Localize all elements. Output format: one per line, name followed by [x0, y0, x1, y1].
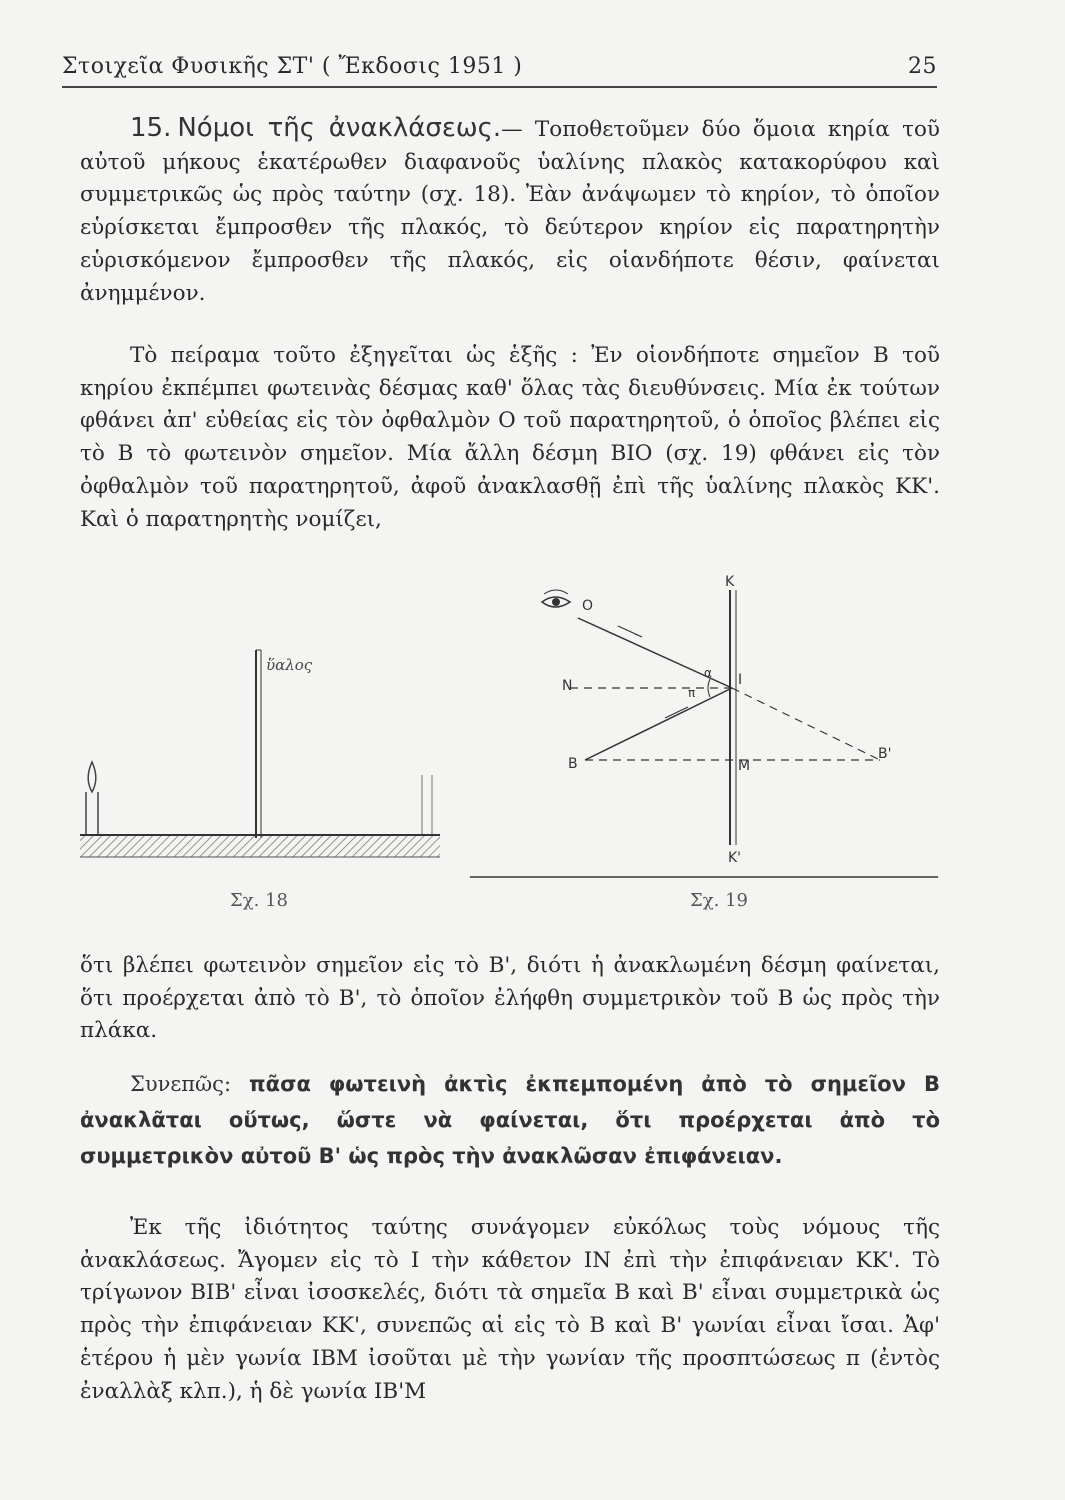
label-k-bottom: Κ': [728, 850, 742, 866]
explanation-text: Τὸ πείραμα τοῦτο ἐξηγεῖται ὡς ἑξῆς : Ἐν οἱονδήποτε σημεῖον Β τοῦ κηρίου ἐκπέμπει φωτεινὰς δέσμας καθ' ὅλας τὰς διευθύνσεις. Μία ἐκ τούτων φθάνει ἀπ' εὐθείας εἰς τὸν ὀφθαλμὸν Ο τοῦ παρατηρητοῦ, ὁ ὁποῖος βλέπει εἰς τὸ Β τὸ φωτεινὸν σημεῖον. Μία ἄλλη δέσμη ΒΙΟ (σχ. 19) φθάνει εἰς τὸν ὀφθαλμὸν τοῦ παρατηρητοῦ, ἀφοῦ ἀνακλασθῇ ἐπὶ τῆς ὑαλίνης πλακὸς ΚΚ'. Καὶ ὁ παρατηρητὴς νομίζει,: [80, 343, 940, 532]
figures-row: [0, 570, 1065, 920]
figure-18-caption: Σχ. 18: [230, 890, 288, 911]
figure-19-drawing: [460, 570, 940, 890]
label-b: Β: [568, 756, 578, 772]
page-number: 25: [908, 54, 937, 79]
label-m: Μ: [738, 758, 751, 774]
figure-19-caption: Σχ. 19: [690, 890, 748, 911]
label-i: Ι: [738, 672, 743, 688]
section-number: 15.: [130, 113, 172, 143]
incident-ray: [585, 688, 732, 760]
conclusion-lead: Συνεπῶς:: [130, 1072, 232, 1096]
label-o: Ο: [582, 598, 594, 614]
glass-label: ὕαλος: [266, 656, 313, 674]
section-heading: [130, 113, 501, 143]
label-b-prime: Β': [878, 746, 892, 762]
laws-paragraph: [80, 1212, 940, 1408]
laws-text: Ἐκ τῆς ἰδιότητος ταύτης συνάγομεν εὐκόλως τοὺς νόμους τῆς ἀνακλάσεως. Ἄγομεν εἰς τὸ Ι τὴν κάθετον ΙΝ ἐπὶ τὴν ἐπιφάνειαν ΚΚ'. Τὸ τρίγωνον ΒΙΒ' εἶναι ἰσοσκελές, διότι τὰ σημεῖα Β καὶ Β' εἶναι συμμετρικὰ ὡς πρὸς τὴν ἐπιφάνειαν ΚΚ', συνεπῶς αἱ εἰς τὸ Β καὶ Β' γωνίαι εἶναι ἴσαι. Ἀφ' ἑτέρου ἡ μὲν γωνία ΙΒΜ ἰσοῦται μὲ τὴν γωνίαν τῆς προσπτώσεως π (ἐντὸς ἐναλλὰξ κλπ.), ἡ δὲ γωνία ΙΒ'Μ: [80, 1215, 940, 1404]
running-head: [62, 50, 937, 88]
virtual-ray: [732, 688, 880, 760]
label-pi: π: [688, 686, 696, 700]
explanation-paragraph: [80, 340, 940, 536]
mirror-kk: [730, 590, 736, 845]
unlit-candle: [422, 775, 432, 835]
virtual-image-paragraph: [80, 950, 940, 1048]
book-title: Στοιχεῖα Φυσικῆς ΣΤ' ( Ἔκδοσις 1951 ): [62, 54, 523, 79]
incident-ray-arrow: [665, 707, 688, 718]
figure-18-drawing: [70, 570, 450, 870]
angle-arc: [708, 679, 710, 697]
section-intro-text: — Τοποθετοῦμεν δύο ὅμοια κηρία τοῦ αὐτοῦ μήκους ἑκατέρωθεν διαφανοῦς ὑαλίνης πλακὸς κατακορύφου καὶ συμμετρικῶς ὡς πρὸς ταύτην (σχ. 18). Ἐὰν ἀνάψωμεν τὸ κηρίον, τὸ ὁποῖον εὑρίσκεται ἔμπροσθεν τῆς πλακός, τὸ δεύτερον κηρίον εἰς παρατηρητὴν εὑρισκόμενον ἔμπροσθεν τῆς πλακός, εἰς οἱανδήποτε θέσιν, φαίνεται ἀνημμένον.: [80, 117, 940, 306]
reflected-ray-arrow: [618, 626, 642, 637]
lit-candle: [86, 762, 98, 835]
label-n: Ν: [562, 678, 573, 694]
section-intro-paragraph: [80, 112, 940, 310]
eye-icon: [542, 590, 570, 607]
table-surface: [80, 835, 440, 857]
label-alpha: α: [704, 666, 712, 680]
conclusion-paragraph: [80, 1066, 940, 1174]
label-k-top: Κ: [725, 574, 735, 590]
glass-plate: [256, 650, 261, 838]
virtual-image-text: ὅτι βλέπει φωτεινὸν σημεῖον εἰς τὸ Β', διότι ἡ ἀνακλωμένη δέσμη φαίνεται, ὅτι προέρχεται ἀπὸ τὸ Β', τὸ ὁποῖον ἐλήφθη συμμετρικὸν τοῦ Β ὡς πρὸς τὴν πλάκα.: [80, 953, 940, 1044]
conclusion-text: πᾶσα φωτεινὴ ἀκτὶς ἐκπεμπομένη ἀπὸ τὸ σημεῖον Β ἀνακλᾶται οὕτως, ὥστε νὰ φαίνεται, ὅτι προέρχεται ἀπὸ τὸ συμμετρικὸν αὐτοῦ Β' ὡς πρὸς τὴν ἀνακλῶσαν ἐπιφάνειαν.: [80, 1072, 940, 1168]
section-title: Νόμοι τῆς ἀνακλάσεως.: [177, 113, 502, 143]
